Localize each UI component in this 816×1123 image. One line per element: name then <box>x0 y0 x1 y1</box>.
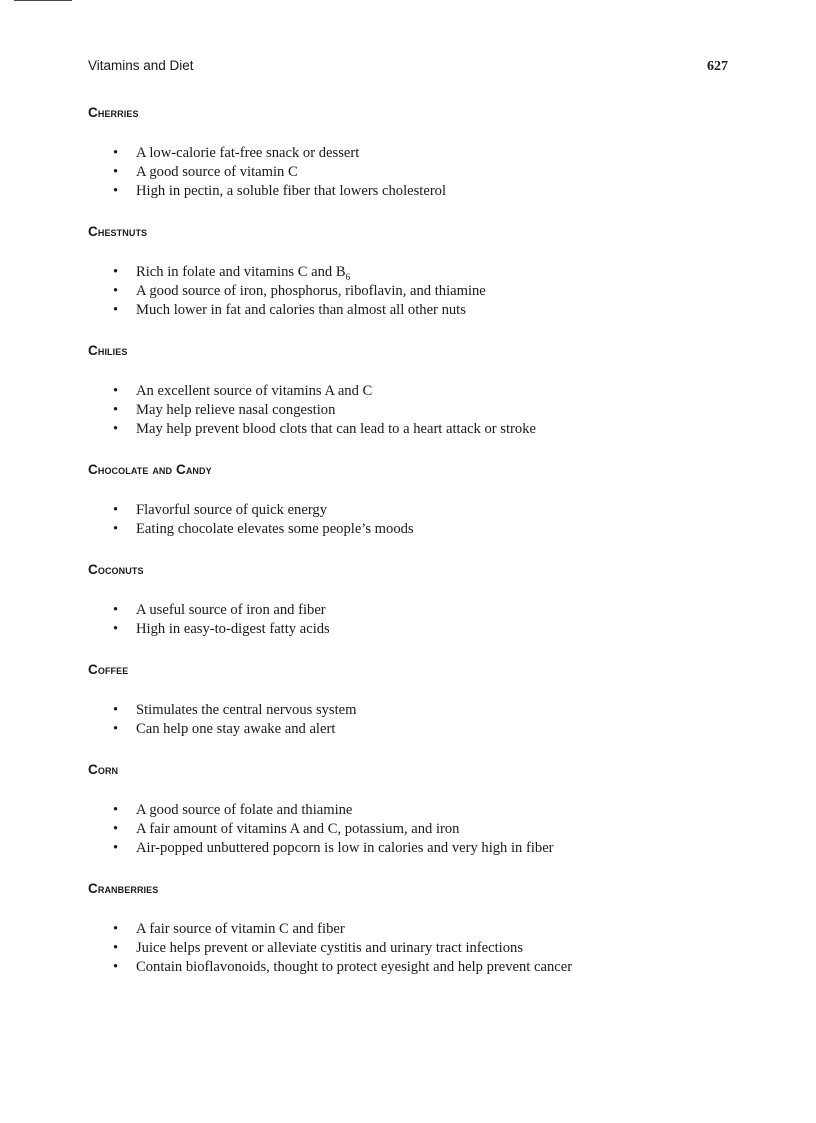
list-item <box>113 620 728 639</box>
section-heading: Chestnuts <box>88 224 148 239</box>
section-chocolate-and-candy <box>88 460 728 539</box>
list-item <box>113 801 728 820</box>
bullet-list <box>88 601 728 639</box>
subscript: 6 <box>345 271 351 282</box>
running-title: Vitamins and Diet <box>88 58 194 73</box>
list-item-text: Rich in folate and vitamins C and B <box>136 264 346 280</box>
bullet-list <box>88 144 728 201</box>
bullet-icon: • <box>113 959 119 975</box>
list-item <box>113 839 728 858</box>
list-item-text: Stimulates the central nervous system <box>136 702 357 718</box>
list-item <box>113 282 728 301</box>
bullet-icon: • <box>113 921 119 937</box>
list-item <box>113 520 728 539</box>
section-heading: Cranberries <box>88 881 159 896</box>
list-item-text: A fair source of vitamin C and fiber <box>136 921 345 937</box>
bullet-list <box>88 801 728 858</box>
list-item-text: A useful source of iron and fiber <box>136 602 326 618</box>
bullet-icon: • <box>113 840 119 856</box>
section-heading: Coffee <box>88 662 129 677</box>
bullet-icon: • <box>113 264 119 280</box>
list-item-text: Eating chocolate elevates some people’s moods <box>136 521 414 537</box>
list-item-text: May help relieve nasal congestion <box>136 402 336 418</box>
bullet-icon: • <box>113 821 119 837</box>
list-item <box>113 382 728 401</box>
bullet-icon: • <box>113 602 119 618</box>
page-number: 627 <box>707 59 728 74</box>
list-item <box>113 182 728 201</box>
section-coffee <box>88 660 728 739</box>
list-item-text: A good source of iron, phosphorus, riboflavin, and thiamine <box>136 283 486 299</box>
list-item <box>113 301 728 320</box>
list-item <box>113 939 728 958</box>
section-chilies <box>88 341 728 439</box>
bullet-icon: • <box>113 145 119 161</box>
list-item-text: Flavorful source of quick energy <box>136 502 328 518</box>
section-heading: Corn <box>88 762 119 777</box>
section-heading: Chilies <box>88 343 128 358</box>
crop-mark <box>14 0 72 1</box>
list-item <box>113 820 728 839</box>
bullet-icon: • <box>113 164 119 180</box>
list-item <box>113 958 728 977</box>
bullet-list <box>88 920 728 977</box>
bullet-icon: • <box>113 402 119 418</box>
list-item <box>113 720 728 739</box>
bullet-icon: • <box>113 383 119 399</box>
bullet-icon: • <box>113 702 119 718</box>
list-item <box>113 420 728 439</box>
bullet-list <box>88 701 728 739</box>
section-heading: Coconuts <box>88 562 144 577</box>
list-item-text: Contain bioflavonoids, thought to protect eyesight and help prevent cancer <box>136 959 573 975</box>
section-chestnuts <box>88 222 728 320</box>
bullet-icon: • <box>113 621 119 637</box>
list-item <box>113 601 728 620</box>
list-item <box>113 144 728 163</box>
bullet-icon: • <box>113 302 119 318</box>
list-item-text: A fair amount of vitamins A and C, potassium, and iron <box>136 821 460 837</box>
list-item <box>113 501 728 520</box>
list-item-text: A low-calorie fat-free snack or dessert <box>136 145 360 161</box>
bullet-icon: • <box>113 521 119 537</box>
list-item <box>113 163 728 182</box>
list-item-text: An excellent source of vitamins A and C <box>136 383 373 399</box>
section-heading: Cherries <box>88 105 139 120</box>
running-header <box>88 58 728 78</box>
list-item <box>113 920 728 939</box>
list-item-text: Juice helps prevent or alleviate cystitis and urinary tract infections <box>136 940 524 956</box>
section-corn <box>88 760 728 858</box>
list-item-text: High in easy-to-digest fatty acids <box>136 621 330 637</box>
list-item-text: A good source of vitamin C <box>136 164 298 180</box>
list-item <box>113 263 728 282</box>
section-cranberries <box>88 879 728 977</box>
section-heading: Chocolate and Candy <box>88 462 212 477</box>
bullet-icon: • <box>113 183 119 199</box>
list-item <box>113 701 728 720</box>
list-item-text: A good source of folate and thiamine <box>136 802 353 818</box>
bullet-icon: • <box>113 721 119 737</box>
bullet-icon: • <box>113 502 119 518</box>
document-body <box>88 103 728 998</box>
bullet-list <box>88 263 728 320</box>
bullet-list <box>88 501 728 539</box>
list-item-text: Air-popped unbuttered popcorn is low in calories and very high in fiber <box>136 840 554 856</box>
section-coconuts <box>88 560 728 639</box>
bullet-list <box>88 382 728 439</box>
list-item-text: Much lower in fat and calories than almost all other nuts <box>136 302 466 318</box>
bullet-icon: • <box>113 802 119 818</box>
list-item-text: High in pectin, a soluble fiber that lowers cholesterol <box>136 183 447 199</box>
list-item <box>113 401 728 420</box>
bullet-icon: • <box>113 940 119 956</box>
list-item-text: Can help one stay awake and alert <box>136 721 336 737</box>
list-item-text: May help prevent blood clots that can lead to a heart attack or stroke <box>136 421 536 437</box>
bullet-icon: • <box>113 283 119 299</box>
section-cherries <box>88 103 728 201</box>
bullet-icon: • <box>113 421 119 437</box>
